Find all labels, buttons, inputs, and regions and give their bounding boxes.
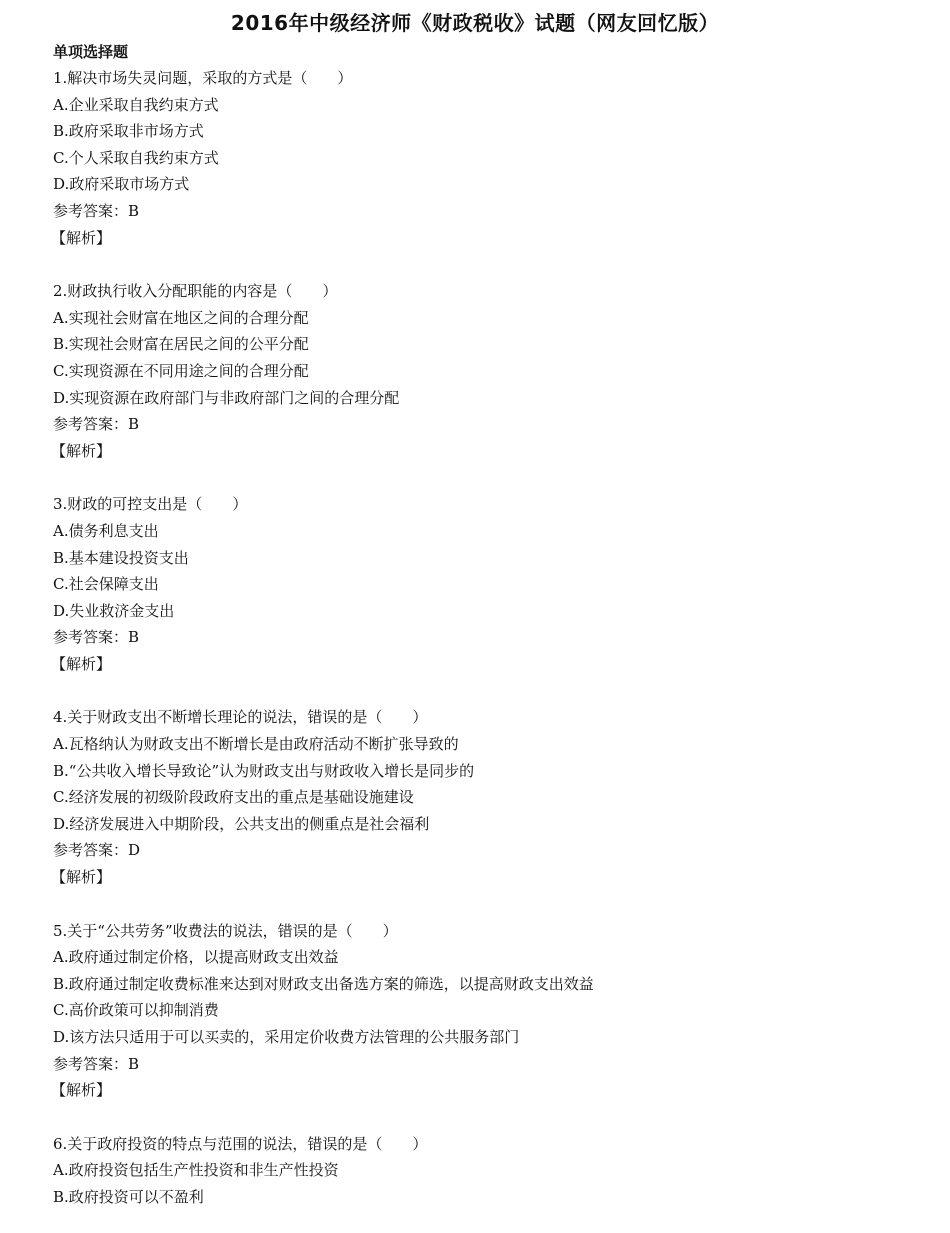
option-a: A.政府通过制定价格，以提高财政支出效益	[53, 948, 339, 967]
answer-prefix: 参考答案：	[53, 628, 129, 647]
analysis-label: 【解析】	[51, 1081, 112, 1100]
option-d: D.失业救济金支出	[53, 601, 175, 620]
option-a: A.实现社会财富在地区之间的合理分配	[53, 308, 309, 327]
option-d: D.政府采取市场方式	[53, 175, 190, 194]
answer-line	[53, 411, 930, 438]
answer-prefix: 参考答案：	[53, 1054, 129, 1073]
option-c: C.经济发展的初级阶段政府支出的重点是基础设施建设	[53, 788, 414, 807]
option-d: D.该方法只适用于可以买卖的，采用定价收费方法管理的公共服务部门	[53, 1028, 520, 1046]
answer-value: B	[128, 1054, 140, 1073]
answer-value: B	[128, 415, 140, 434]
question-stem: 1.解决市场失灵问题，采取的方式是（ ）	[53, 69, 353, 87]
answer-prefix: 参考答案：	[53, 841, 129, 860]
question-5	[53, 918, 930, 1131]
answer-prefix: 参考答案：	[53, 415, 129, 434]
analysis-label: 【解析】	[51, 228, 112, 247]
answer-line	[53, 1051, 930, 1078]
analysis-label: 【解析】	[51, 654, 112, 673]
question-spacer	[53, 1104, 930, 1131]
option-a: A.政府投资包括生产性投资和非生产性投资	[53, 1161, 339, 1180]
question-stem: 6.关于政府投资的特点与范围的说法，错误的是（ ）	[53, 1134, 428, 1153]
question-1	[53, 65, 930, 278]
answer-line	[53, 624, 930, 651]
option-a: A.债务利息支出	[53, 521, 159, 540]
option-b: B.“公共收入增长导致论”认为财政支出与财政收入增长是同步的	[53, 761, 475, 780]
answer-value: B	[128, 628, 140, 647]
option-b: B.基本建设投资支出	[53, 548, 189, 567]
option-d: D.实现资源在政府部门与非政府部门之间的合理分配	[53, 388, 400, 407]
section-heading: 单项选择题	[53, 43, 129, 61]
answer-value: B	[128, 201, 140, 220]
document-body	[53, 39, 930, 1211]
question-spacer	[53, 251, 930, 278]
question-stem: 5.关于“公共劳务”收费法的说法，错误的是（ ）	[53, 921, 398, 940]
answer-line	[53, 837, 930, 864]
question-6	[53, 1131, 930, 1211]
option-c: C.个人采取自我约束方式	[53, 148, 219, 167]
option-a: A.瓦格纳认为财政支出不断增长是由政府活动不断扩张导致的	[53, 735, 459, 754]
analysis-label: 【解析】	[51, 868, 112, 887]
question-spacer	[53, 464, 930, 491]
document-title: 2016年中级经济师《财政税收》试题（网友回忆版）	[230, 11, 720, 35]
option-a: A.企业采取自我约束方式	[53, 95, 219, 114]
question-stem: 4.关于财政支出不断增长理论的说法，错误的是（ ）	[53, 708, 428, 727]
question-stem: 3.财政的可控支出是（ ）	[53, 495, 248, 514]
question-stem: 2.财政执行收入分配职能的内容是（ ）	[53, 282, 338, 301]
answer-prefix: 参考答案：	[53, 201, 129, 220]
option-b: B.政府通过制定收费标准来达到对财政支出备选方案的筛选，以提高财政支出效益	[53, 974, 594, 993]
option-d: D.经济发展进入中期阶段，公共支出的侧重点是社会福利	[53, 814, 430, 833]
option-c: C.实现资源在不同用途之间的合理分配	[53, 361, 309, 380]
option-b: B.实现社会财富在居民之间的公平分配	[53, 335, 309, 354]
answer-value: D	[128, 841, 141, 860]
option-b: B.政府投资可以不盈利	[53, 1187, 204, 1206]
question-3	[53, 491, 930, 704]
option-c: C.高价政策可以抑制消费	[53, 1001, 219, 1020]
option-b: B.政府采取非市场方式	[53, 122, 204, 141]
question-2	[53, 278, 930, 491]
question-spacer	[53, 677, 930, 704]
option-c: C.社会保障支出	[53, 575, 159, 594]
analysis-label: 【解析】	[51, 441, 112, 460]
question-spacer	[53, 891, 930, 918]
question-4	[53, 704, 930, 917]
answer-line	[53, 198, 930, 225]
